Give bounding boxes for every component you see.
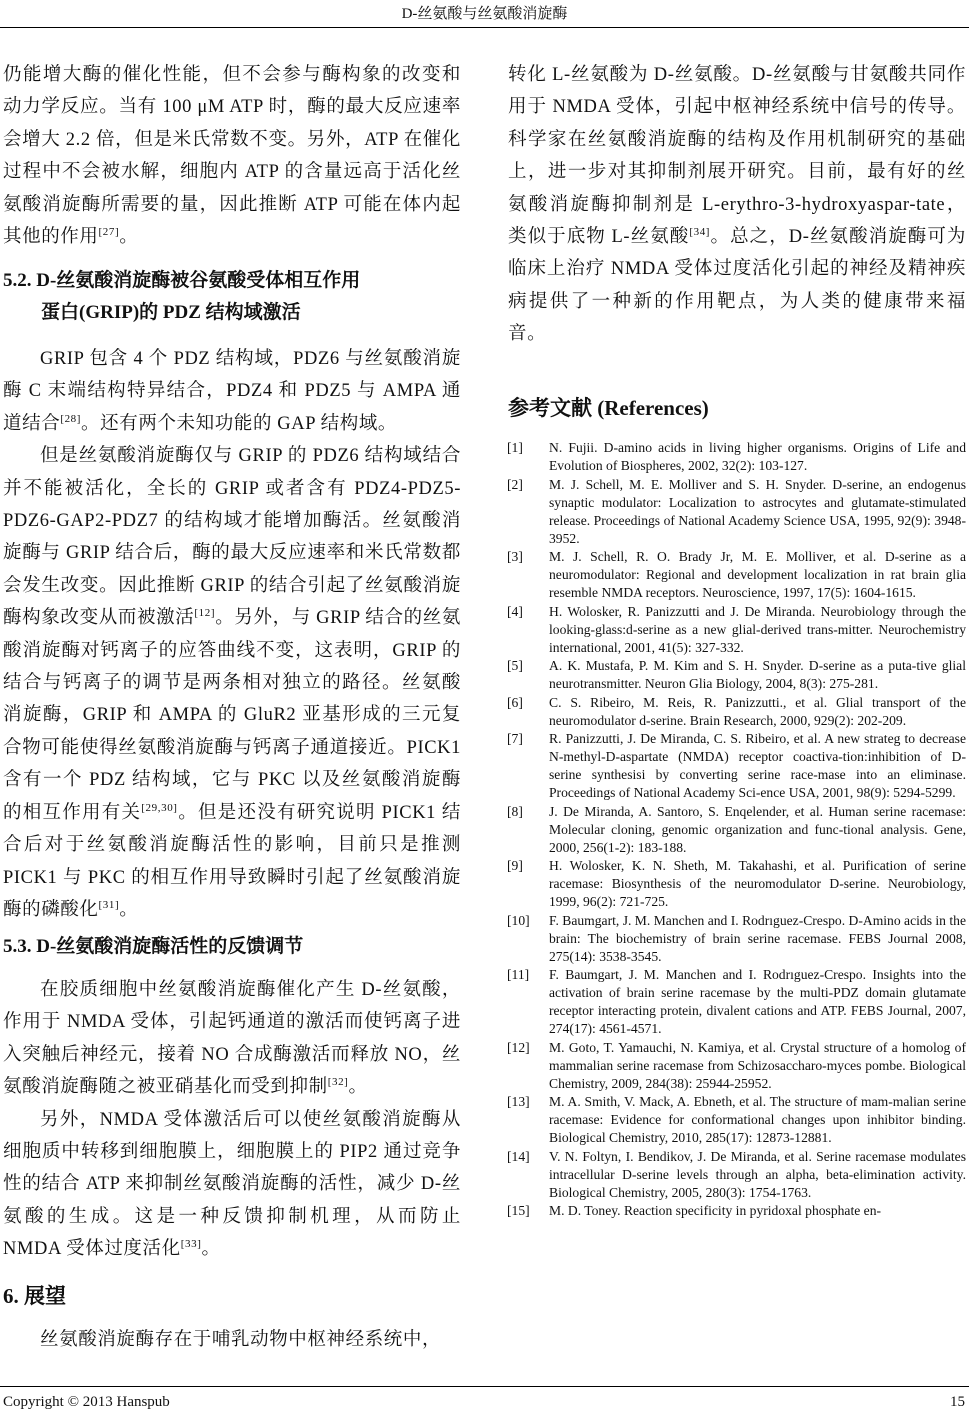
citation: [27] bbox=[98, 226, 120, 239]
reference-list bbox=[507, 439, 966, 1221]
reference-text: V. N. Foltyn, I. Bendikov, J. De Miranda, et al. Serine racemase modulates intracellular D-serine levels through an alpha, beta-elimination activity. Biological Chemistry, 2005, 280(3): 1754-1763. bbox=[549, 1148, 966, 1200]
left-column bbox=[3, 59, 461, 253]
citation: [12] bbox=[194, 607, 216, 620]
reference-item bbox=[507, 966, 966, 1038]
section-6-heading bbox=[3, 1280, 461, 1312]
reference-item bbox=[507, 548, 966, 602]
reference-number: [7] bbox=[507, 731, 523, 746]
text: GRIP 包含 4 个 PDZ 结构域，PDZ6 与丝氨酸消旋酶 C 末端结构特异结合，PDZ4 和 PDZ5 与 AMPA 通道结合 bbox=[3, 349, 461, 434]
reference-number: [5] bbox=[507, 658, 523, 673]
citation: [29,30] bbox=[141, 801, 178, 814]
reference-number: [3] bbox=[507, 549, 523, 564]
text: 另外，NMDA 受体激活后可以使丝氨酸消旋酶从细胞质中转移到细胞膜上，细胞膜上的 PIP2 通过竞争性的结合 ATP 来抑制丝氨酸消旋酶的活性，减少 D-丝氨酸的生成。这是一种反馈抑制机理，从而防止 NMDA 受体过度活化 bbox=[3, 1109, 461, 1260]
reference-number: [4] bbox=[507, 603, 523, 619]
reference-item bbox=[507, 912, 966, 966]
reference-text: J. De Miranda, A. Santoro, S. Enqelender, et al. Human serine racemase: Molecular cloning, genomic organization and func-tional analysis. Gene, 2000, 256(1-2): 183-188. bbox=[549, 803, 966, 855]
citation: [31] bbox=[98, 898, 120, 911]
reference-text: M. J. Schell, R. O. Brady Jr, M. E. Molliver, et al. D-serine as a neuromodulator: Regional and development localization in rat brain glia resemble NMDA receptors. Neuroscience, 1997, 17(5): 1604-1615. bbox=[549, 549, 966, 600]
heading: 5.3. D-丝氨酸消旋酶活性的反馈调节 bbox=[3, 936, 304, 957]
section-5-3-heading bbox=[3, 931, 461, 963]
paragraph bbox=[508, 59, 966, 351]
reference-item bbox=[507, 476, 966, 548]
text: 。 bbox=[119, 899, 139, 920]
paragraph bbox=[3, 59, 461, 253]
reference-text: M. A. Smith, V. Mack, A. Ebneth, et al. The structure of mam-malian serine racemase: Evidence for conformational changes upon inhibitor binding. Biological Chemistry, 2010, 285(17): 12873-12881. bbox=[549, 1094, 966, 1145]
text: 。 bbox=[348, 1077, 368, 1098]
reference-number: [12] bbox=[507, 1039, 530, 1055]
reference-item bbox=[507, 603, 966, 657]
running-header: D-丝氨酸与丝氨酸消旋酶 bbox=[401, 6, 568, 22]
reference-item bbox=[507, 1202, 966, 1220]
reference-item bbox=[507, 1093, 966, 1147]
reference-text: F. Baumgart, J. M. Manchen and I. Rodrıguez-Crespo. Insights into the activation of brain serine racemase by the multi-PDZ domain glutamate receptor interacting protein, divalent cations and ATP. FEBS Journal, 2007, 274(17): 4561-4571. bbox=[549, 967, 966, 1036]
reference-text: H. Wolosker, R. Panizzutti and J. De Miranda. Neurobiology through the looking-glass:d-serine as a new glial-derived trans-mitter. Neurochemistry international, 2001, 41(5): 327-332. bbox=[549, 603, 966, 655]
reference-number: [10] bbox=[507, 912, 530, 928]
header-rule bbox=[0, 27, 969, 28]
reference-text: H. Wolosker, K. N. Sheth, M. Takahashi, et al. Purification of serine racemase: Biosynthesis of the neuromodulator D-serine. Neurobiology, 1999, 96(2): 721-725. bbox=[549, 858, 966, 909]
text: 。还有两个未知功能的 GAP 结构域。 bbox=[81, 413, 398, 434]
right-column bbox=[508, 59, 966, 351]
text: 仍能增大酶的催化性能，但不会参与酶构象的改变和动力学反应。当有 100 μM ATP 时，酶的最大反应速率会增大 2.2 倍，但是米氏常数不变。另外，ATP 在催化过程中不会被水解，细胞内 ATP 的含量远高于活化丝氨酸消旋酶所需要的量，因此推断 ATP 可能在体内起其他的作用 bbox=[3, 65, 461, 248]
paragraph bbox=[3, 343, 461, 440]
text: 。但是还没有研究说明 PICK1 结合后对于丝氨酸消旋酶活性的影响，目前只是推测 PICK1 与 PKC 的相互作用导致瞬时引起了丝氨酸消旋酶的磷酸化 bbox=[3, 802, 462, 920]
copyright: Copyright © 2013 Hanspub bbox=[3, 1394, 170, 1410]
heading-line: 蛋白(GRIP)的 PDZ 结构域激活 bbox=[41, 302, 301, 323]
reference-number: [15] bbox=[507, 1203, 530, 1218]
page-number: 15 bbox=[950, 1394, 965, 1410]
paragraph bbox=[3, 974, 461, 1104]
heading-line: 5.2. D-丝氨酸消旋酶被谷氨酸受体相互作用 bbox=[3, 270, 361, 291]
text: 。 bbox=[119, 227, 139, 248]
reference-item bbox=[507, 730, 966, 802]
left-column-body-2 bbox=[3, 974, 461, 1266]
left-column-body bbox=[3, 343, 461, 926]
reference-number: [14] bbox=[507, 1148, 530, 1164]
paragraph bbox=[3, 440, 461, 926]
footer-rule bbox=[0, 1386, 969, 1387]
text: 。 bbox=[201, 1239, 221, 1260]
section-5-2-heading bbox=[3, 265, 461, 329]
reference-number: [11] bbox=[507, 967, 530, 982]
reference-item bbox=[507, 803, 966, 857]
reference-item bbox=[507, 1148, 966, 1202]
reference-number: [8] bbox=[507, 803, 523, 819]
paragraph bbox=[3, 1104, 461, 1266]
reference-item bbox=[507, 439, 966, 475]
text: 丝氨酸消旋酶存在于哺乳动物中枢神经系统中， bbox=[40, 1330, 442, 1350]
reference-number: [2] bbox=[507, 476, 523, 492]
reference-number: [13] bbox=[507, 1094, 530, 1109]
text: 在胶质细胞中丝氨酸消旋酶催化产生 D-丝氨酸，作用于 NMDA 受体，引起钙通道的激活而使钙离子进入突触后神经元，接着 NO 合成酶激活而释放 NO，丝氨酸消旋酶随之被亚硝基化而受到抑制 bbox=[3, 980, 461, 1098]
reference-text: R. Panizzutti, J. De Miranda, C. S. Ribeiro, et al. A new strateg to decrease N-methyl-D-aspartate (NMDA) receptor coactiva-tion:inhibition of D-serine synthesisi by converting serine race-mase into an eliminase. Proceedings of National Academy Sci-ence USA, 2001, 98(9): 5294-5299. bbox=[549, 731, 966, 800]
left-column-body-3 bbox=[3, 1324, 461, 1356]
text: 转化 L-丝氨酸为 D-丝氨酸。D-丝氨酸与甘氨酸共同作用于 NMDA 受体，引起中枢神经系统中信号的传导。科学家在丝氨酸消旋酶的结构及作用机制研究的基础上，进一步对其抑制剂展开研究。目前，最有好的丝氨酸消旋酶抑制剂是 L-erythro-3-hydroxyaspar-tate，类似于底物 L-丝氨酸 bbox=[508, 65, 966, 248]
paragraph bbox=[3, 1324, 461, 1356]
heading: 参考文献 (References) bbox=[508, 396, 709, 420]
citation: [33] bbox=[180, 1238, 202, 1251]
reference-text: M. D. Toney. Reaction specificity in pyridoxal phosphate en- bbox=[549, 1203, 882, 1218]
reference-text: A. K. Mustafa, P. M. Kim and S. H. Snyder. D-serine as a puta-tive glial neurotransmitter. Neuron Glia Biology, 2004, 8(3): 275-281. bbox=[549, 658, 966, 691]
heading: 6. 展望 bbox=[3, 1284, 66, 1308]
reference-item bbox=[507, 657, 966, 693]
text: 。总之，D-丝氨酸消旋酶可为临床上治疗 NMDA 受体过度活化引起的神经及精神疾病提供了一种新的作用靶点，为人类的健康带来福音。 bbox=[508, 227, 967, 345]
reference-item bbox=[507, 1039, 966, 1093]
reference-text: M. Goto, T. Yamauchi, N. Kamiya, et al. Crystal structure of a homolog of mammalian serine racemase from Schizosaccharo-myces pombe. Biological Chemistry, 2009, 284(38): 25944-25952. bbox=[549, 1039, 966, 1091]
text: 。另外，与 GRIP 结合的丝氨酸消旋酶对钙离子的应答曲线不变，这表明，GRIP 的结合与钙离子的调节是两条相对独立的路径。丝氨酸消旋酶，GRIP 和 AMPA 的 GluR2 亚基形成的三元复合物可能使得丝氨酸消旋酶与钙离子通道接近。PICK1 含有一个 PDZ 结构域，它与 PKC 以及丝氨酸消旋酶的相互作用有关 bbox=[3, 608, 461, 823]
reference-text: N. Fujii. D-amino acids in living higher organisms. Origins of Life and Evolution of Biospheres, 2002, 32(2): 103-127. bbox=[549, 440, 966, 473]
reference-number: [1] bbox=[507, 440, 523, 455]
reference-item bbox=[507, 694, 966, 730]
references-heading bbox=[508, 392, 966, 424]
reference-text: C. S. Ribeiro, M. Reis, R. Panizzutti., et al. Glial transport of the neuromodulator d-serine. Brain Research, 2000, 929(2): 202-209. bbox=[549, 694, 966, 728]
reference-number: [9] bbox=[507, 858, 523, 873]
reference-item bbox=[507, 857, 966, 911]
reference-text: F. Baumgart, J. M. Manchen and I. Rodrıguez-Crespo. D-Amino acids in the brain: The biochemistry of brain serine racemase. FEBS Journal 2008, 275(14): 3538-3545. bbox=[549, 912, 966, 964]
citation: [28] bbox=[60, 412, 82, 425]
reference-text: M. J. Schell, M. E. Molliver and S. H. Snyder. D-serine, an endogenus synaptic modulator: Localization to astrocytes and glutamate-stimulated release. Proceedings of National Academy Science USA, 1995, 92(9): 3948-3952. bbox=[549, 476, 966, 546]
citation: [34] bbox=[689, 226, 711, 239]
citation: [32] bbox=[327, 1076, 349, 1089]
reference-number: [6] bbox=[507, 694, 523, 710]
text: 但是丝氨酸消旋酶仅与 GRIP 的 PDZ6 结构域结合并不能被活化，全长的 GRIP 或者含有 PDZ4-PDZ5-PDZ6-GAP2-PDZ7 的结构域才能增加酶活。丝氨酸消旋酶与 GRIP 结合后，酶的最大反应速率和米氏常数都会发生改变。因此推断 GRIP 的结合引起了丝氨酸消旋酶构象改变从而被激活 bbox=[3, 446, 461, 629]
